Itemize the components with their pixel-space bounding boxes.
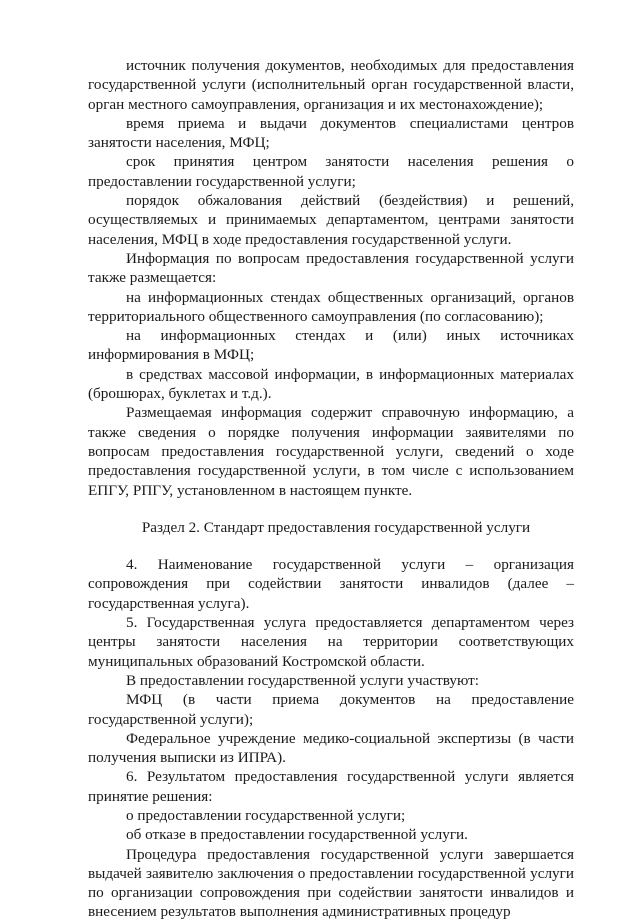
paragraph-federal-institution: Федеральное учреждение медико-социальной экспертизы (в части получения выписки из ИПРА). (88, 729, 574, 767)
paragraph-placed-info: Размещаемая информация содержит справочную информацию, а также сведения о порядке получения информации заявителями по вопросам предоставления государственной услуги, сведений о ходе предоставления государственной услуги, в том числе с использованием ЕПГУ, РПГУ, установленном в настоящем пункте. (88, 404, 574, 499)
paragraph-service-provider: 5. Государственная услуга предоставляется департаментом через центры занятости населения на территории соответствующих муниципальных образований Костромской области. (88, 614, 574, 670)
paragraph-mfc-stands: на информационных стендах и (или) иных источниках информирования в МФЦ; (88, 327, 574, 364)
section-heading: Раздел 2. Стандарт предоставления государственной услуги (141, 518, 531, 536)
paragraph-info-placement: Информация по вопросам предоставления государственной услуги также размещается: (88, 249, 574, 287)
paragraph-service-result: 6. Результатом предоставления государственной услуги является принятие решения: (88, 768, 574, 805)
paragraph-appeal-procedure: порядок обжалования действий (бездействия) и решений, осуществляемых и принимаемых департаментом, центрами занятости населения, МФЦ в ходе предоставления государственной услуги. (88, 192, 574, 248)
paragraph-public-stands: на информационных стендах общественных организаций, органов территориального общественного самоуправления (по согласованию); (88, 288, 574, 325)
paragraph-mass-media: в средствах массовой информации, в информационных материалах (брошюрах, буклетах и т.д.). (88, 365, 574, 403)
paragraph-document-source: источник получения документов, необходимых для предоставления государственной услуги (исполнительный орган государственной власти, орган местного самоуправления, организация и их местонахождение); (88, 57, 574, 113)
paragraph-decision-grant: о предоставлении государственной услуги; (126, 806, 406, 824)
paragraph-reception-time: время приема и выдачи документов специалистами центров занятости населения, МФЦ; (88, 114, 574, 152)
paragraph-procedure-completion: Процедура предоставления государственной услуги завершается выдачей заявителю заключения о предоставлении государственной услуги по организации сопровождения при содействии занятости инвалидов и внесением результатов выполнения административных процедур (88, 845, 574, 921)
paragraph-service-name: 4. Наименование государственной услуги – организация сопровождения при содействии занятости инвалидов (далее – государственная услуга). (88, 556, 574, 612)
paragraph-decision-term: срок принятия центром занятости населения решения о предоставлении государственной услуги; (88, 153, 574, 190)
paragraph-mfc-part: МФЦ (в части приема документов на предоставление государственной услуги); (88, 691, 574, 728)
paragraph-decision-refusal: об отказе в предоставлении государственной услуги. (126, 826, 468, 844)
paragraph-participants: В предоставлении государственной услуги участвуют: (126, 671, 479, 689)
